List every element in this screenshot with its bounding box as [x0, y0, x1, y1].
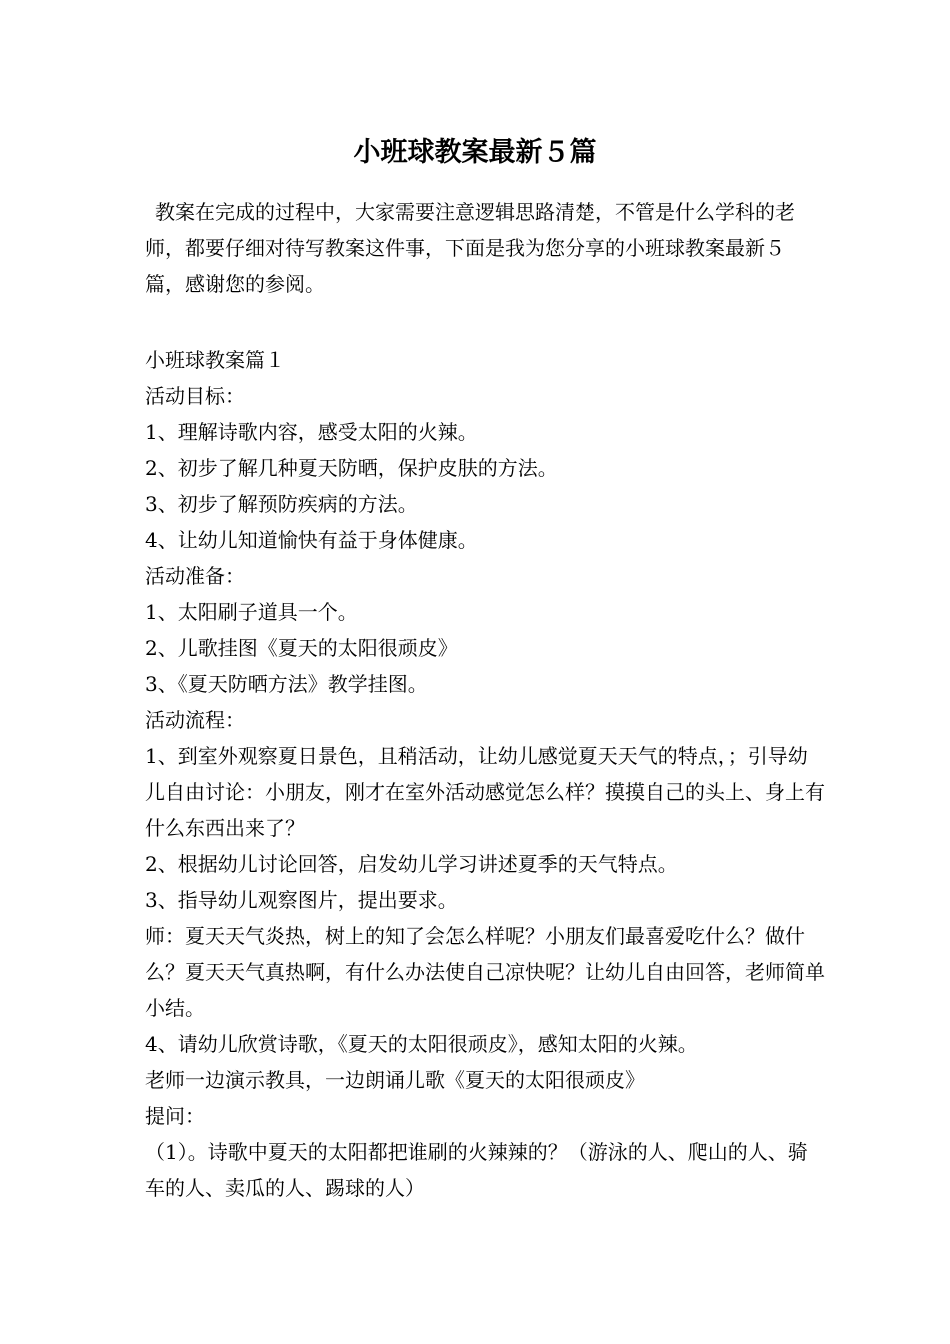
preparation-item: 3、《夏天防晒方法》教学挂图。 — [145, 672, 428, 696]
process-item: 2、根据幼儿讨论回答，启发幼儿学习讲述夏季的天气特点。 — [145, 852, 678, 876]
preparation-item: 2、儿歌挂图《夏天的太阳很顽皮》 — [145, 636, 458, 660]
subheading-questions: 提问： — [145, 1104, 205, 1128]
document-title: 小班球教案最新５篇 — [353, 137, 597, 168]
goal-item: 4、让幼儿知道愉快有益于身体健康。 — [145, 528, 478, 552]
subheading-process: 活动流程： — [145, 708, 245, 732]
question-item: （1）。诗歌中夏天的太阳都把谁刷的火辣辣的？（游泳的人、爬山的人、骑车的人、卖瓜的人、踢球的人） — [145, 1140, 808, 1200]
process-item: 1、到室外观察夏日景色，且稍活动，让幼儿感觉夏天天气的特点，；引导幼儿自由讨论：小朋友，刚才在室外活动感觉怎么样？摸摸自己的头上、身上有什么东西出来了？ — [145, 744, 825, 840]
process-paragraph: 老师一边演示教具，一边朗诵儿歌《夏天的太阳很顽皮》 — [145, 1068, 645, 1092]
goal-item: 2、初步了解几种夏天防晒，保护皮肤的方法。 — [145, 456, 558, 480]
preparation-item: 1、太阳刷子道具一个。 — [145, 600, 358, 624]
subheading-preparation: 活动准备： — [145, 564, 245, 588]
intro-paragraph: 教案在完成的过程中，大家需要注意逻辑思路清楚，不管是什么学科的老师，都要仔细对待写教案这件事，下面是我为您分享的小班球教案最新５篇，感谢您的参阅。 — [145, 200, 795, 296]
section-heading: 小班球教案篇１ — [145, 348, 285, 372]
subheading-goals: 活动目标： — [145, 384, 245, 408]
process-item: 4、请幼儿欣赏诗歌，《夏天的太阳很顽皮》，感知太阳的火辣。 — [145, 1032, 698, 1056]
document-body — [145, 342, 825, 1206]
goal-item: 1、理解诗歌内容，感受太阳的火辣。 — [145, 420, 478, 444]
process-paragraph: 师：夏天天气炎热，树上的知了会怎么样呢？小朋友们最喜爱吃什么？做什么？夏天天气真热啊，有什么办法使自己凉快呢？让幼儿自由回答，老师简单小结。 — [145, 924, 825, 1020]
goal-item: 3、初步了解预防疾病的方法。 — [145, 492, 418, 516]
process-item: 3、指导幼儿观察图片，提出要求。 — [145, 888, 458, 912]
